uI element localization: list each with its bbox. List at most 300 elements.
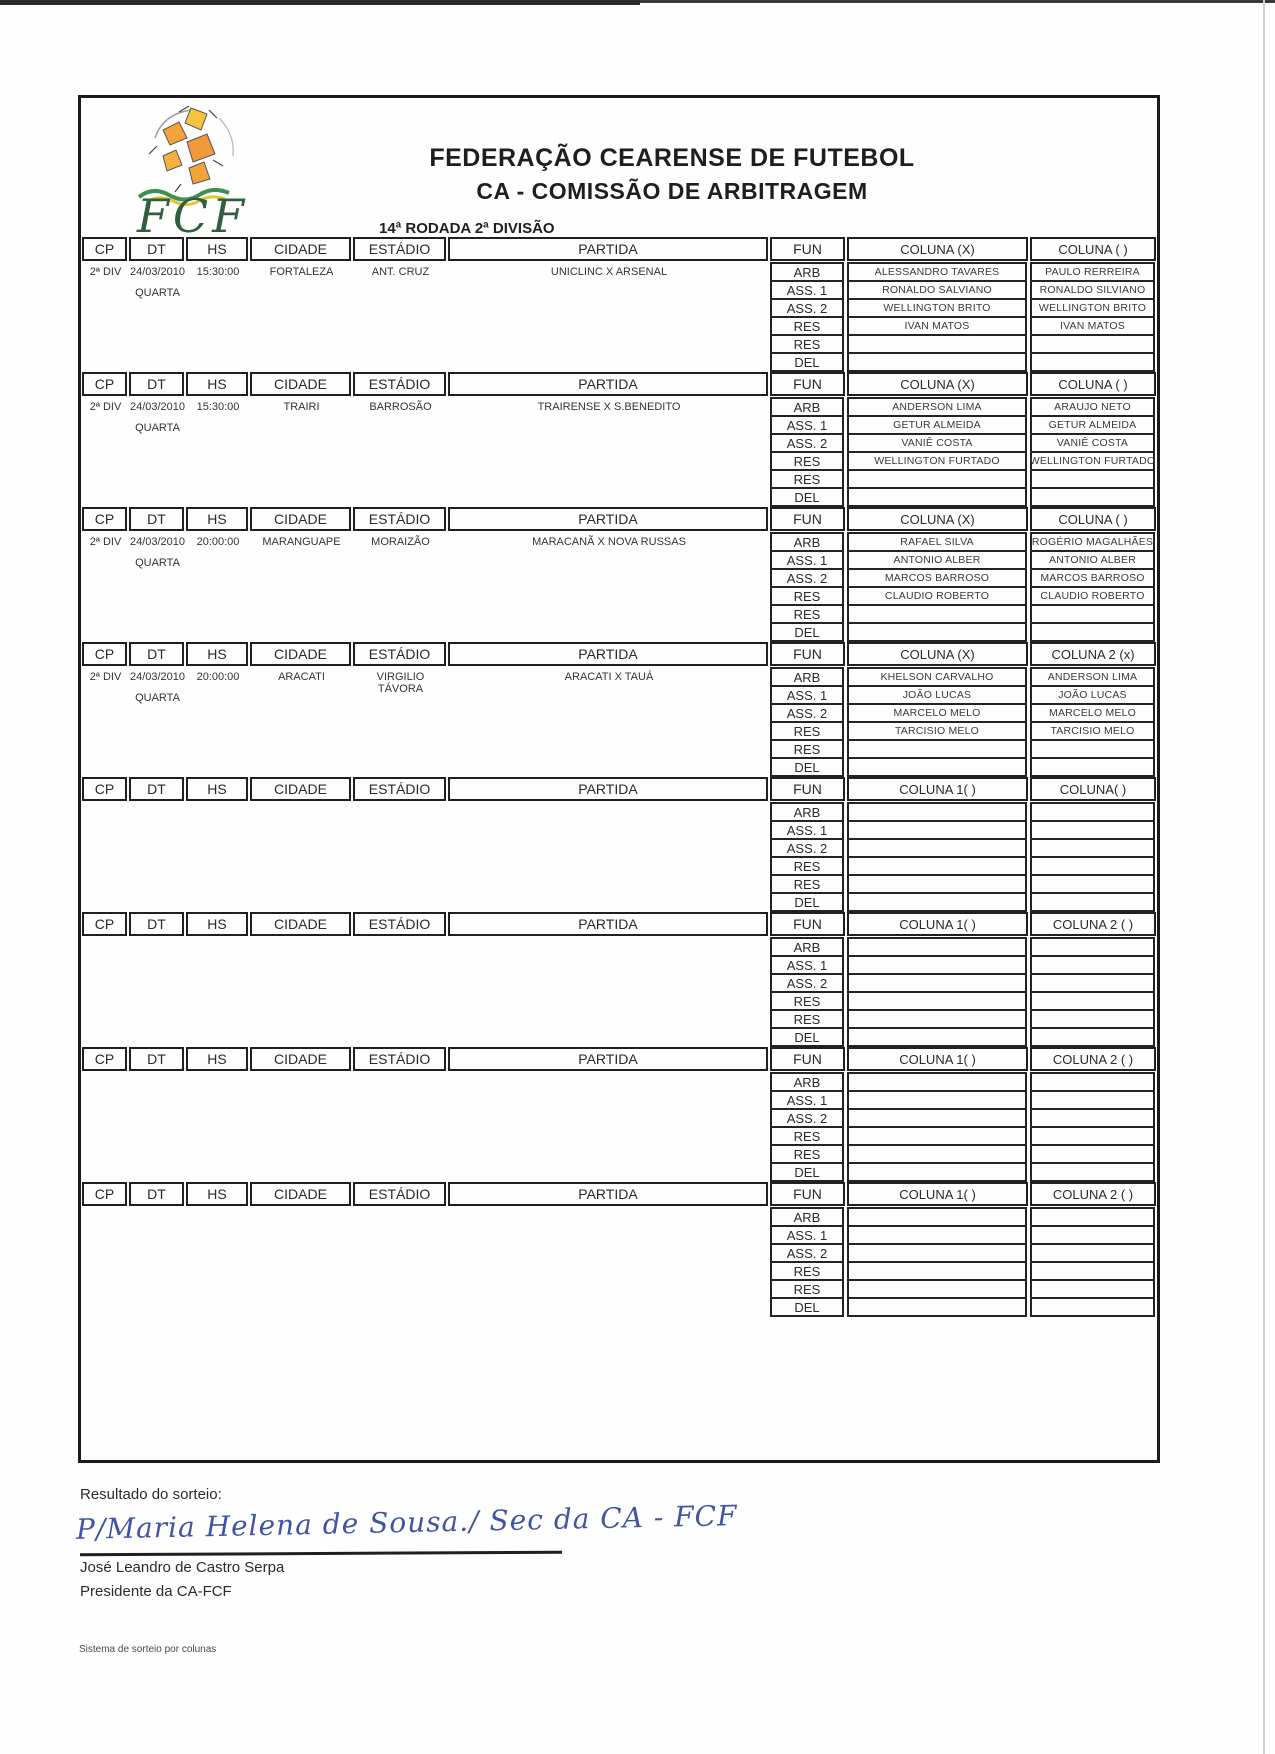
fun-label-stack (770, 937, 844, 1047)
official-name: TARCISIO MELO (1030, 721, 1155, 741)
fun-row-label: RES (770, 874, 844, 894)
official-name (847, 1072, 1027, 1092)
column-header: PARTIDA (448, 1047, 768, 1071)
partida-value (448, 1207, 770, 1317)
block-body (82, 1072, 1158, 1182)
official-name (1030, 1126, 1155, 1146)
official-name: MARCELO MELO (847, 703, 1027, 723)
cidade-value (250, 802, 353, 912)
official-name: ANDERSON LIMA (1030, 667, 1155, 687)
column-header: PARTIDA (448, 507, 768, 531)
official-name (847, 1261, 1027, 1281)
official-name (847, 469, 1027, 489)
weekday-value: QUARTA (135, 422, 180, 434)
block-body (82, 667, 1158, 777)
fun-row-label: RES (770, 721, 844, 741)
estadio-value (353, 802, 448, 912)
official-name (847, 838, 1027, 858)
fun-row-label: RES (770, 991, 844, 1011)
coluna2-stack (1030, 262, 1155, 372)
date-value: 24/03/2010 (129, 671, 186, 683)
official-name (1030, 1279, 1155, 1299)
official-name: ANDERSON LIMA (847, 397, 1027, 417)
hs-value (186, 1072, 250, 1182)
official-name: RONALDO SALVIANO (847, 280, 1027, 300)
column-header: DT (129, 1182, 184, 1206)
estadio-value (353, 937, 448, 1047)
coluna1-stack (847, 1072, 1027, 1182)
official-name: TARCISIO MELO (847, 721, 1027, 741)
official-name (1030, 838, 1155, 858)
official-name: ROGÉRIO MAGALHÃES (1030, 532, 1155, 552)
official-name (847, 604, 1027, 624)
fun-label-stack (770, 397, 844, 507)
official-name (1030, 1162, 1155, 1182)
fun-row-label: RES (770, 1261, 844, 1281)
official-name (1030, 874, 1155, 894)
block-header-row (82, 237, 1158, 261)
hs-value: 20:00:00 (196, 671, 240, 683)
column-header: CIDADE (250, 912, 351, 936)
official-name: VANIÊ COSTA (1030, 433, 1155, 453)
column-header: PARTIDA (448, 237, 768, 261)
fun-row-label: ARB (770, 262, 844, 282)
official-name: JOÃO LUCAS (1030, 685, 1155, 705)
coluna1-stack (847, 802, 1027, 912)
match-block-2 (82, 372, 1158, 507)
cidade-value (250, 937, 353, 1047)
system-note: Sistema de sorteio por colunas (79, 1644, 217, 1655)
column-header: CIDADE (250, 777, 351, 801)
column-header-coluna1: COLUNA (X) (847, 642, 1028, 666)
cidade-value: ARACATI (278, 671, 325, 683)
estadio-value: VIRGILIO TÁVORA (376, 671, 425, 695)
column-header: HS (186, 642, 248, 666)
official-name: GETUR ALMEIDA (1030, 415, 1155, 435)
column-header: CP (82, 507, 127, 531)
column-header-coluna1: COLUNA (X) (847, 237, 1028, 261)
official-name (1030, 973, 1155, 993)
fun-row-label: ASS. 1 (770, 820, 844, 840)
column-header: ESTÁDIO (353, 507, 446, 531)
cidade-value: TRAIRI (283, 401, 320, 413)
column-header: DT (129, 1047, 184, 1071)
official-name (1030, 1108, 1155, 1128)
fun-row-label: ASS. 1 (770, 955, 844, 975)
official-name: JOÃO LUCAS (847, 685, 1027, 705)
fun-row-label: RES (770, 586, 844, 606)
cp-value (82, 1207, 129, 1317)
weekday-value: QUARTA (135, 287, 180, 299)
fun-row-label: RES (770, 451, 844, 471)
fun-label-stack (770, 1207, 844, 1317)
official-name (1030, 1207, 1155, 1227)
column-header: HS (186, 912, 248, 936)
fun-row-label: DEL (770, 487, 844, 507)
fun-row-label: ASS. 1 (770, 1090, 844, 1110)
block-header-row (82, 777, 1158, 801)
scan-edge-right (1263, 0, 1265, 1754)
official-name (847, 874, 1027, 894)
dt-value (129, 667, 186, 777)
column-header-fun: FUN (770, 1182, 845, 1206)
estadio-value (353, 1207, 448, 1317)
official-name (847, 334, 1027, 354)
hs-value: 15:30:00 (196, 266, 240, 278)
official-name (847, 1027, 1027, 1047)
date-value: 24/03/2010 (129, 536, 186, 548)
match-block-8 (82, 1182, 1158, 1317)
column-header: ESTÁDIO (353, 372, 446, 396)
fun-row-label: DEL (770, 352, 844, 372)
dt-value (129, 937, 186, 1047)
column-header-coluna1: COLUNA 1( ) (847, 1047, 1028, 1071)
column-header: CP (82, 237, 127, 261)
block-header-row (82, 912, 1158, 936)
coluna2-stack (1030, 1072, 1155, 1182)
fun-row-label: RES (770, 1009, 844, 1029)
fun-row-label: RES (770, 334, 844, 354)
handwritten-signature: P/Maria Helena de Sousa./ Sec da CA - FCF (75, 1499, 738, 1546)
official-name (1030, 1090, 1155, 1110)
cp-value (82, 1072, 129, 1182)
fun-row-label: ASS. 2 (770, 703, 844, 723)
partida-value (448, 802, 770, 912)
fun-row-label: ASS. 2 (770, 568, 844, 588)
official-name (847, 622, 1027, 642)
cp-value: 2ª DIV (89, 401, 122, 413)
column-header: PARTIDA (448, 912, 768, 936)
official-name: MARCOS BARROSO (847, 568, 1027, 588)
org-subtitle: CA - COMISSÃO DE ARBITRAGEM (476, 178, 868, 204)
weekday-value: QUARTA (135, 557, 180, 569)
match-block-6 (82, 912, 1158, 1047)
dt-value (129, 532, 186, 642)
column-header: CP (82, 1182, 127, 1206)
date-value: 24/03/2010 (129, 401, 186, 413)
hs-value: 15:30:00 (196, 401, 240, 413)
official-name (1030, 739, 1155, 759)
official-name (847, 1090, 1027, 1110)
fun-row-label: ARB (770, 937, 844, 957)
column-header-fun: FUN (770, 372, 845, 396)
official-name (847, 739, 1027, 759)
column-header-fun: FUN (770, 912, 845, 936)
cp-value (82, 802, 129, 912)
column-header-fun: FUN (770, 777, 845, 801)
column-header: PARTIDA (448, 1182, 768, 1206)
official-name: CLAUDIO ROBERTO (1030, 586, 1155, 606)
partida-value (448, 937, 770, 1047)
official-name: ANTONIO ALBER (847, 550, 1027, 570)
fun-row-label: DEL (770, 892, 844, 912)
dt-value (129, 397, 186, 507)
column-header: CP (82, 912, 127, 936)
match-blocks (82, 237, 1158, 1317)
cp-value (82, 937, 129, 1047)
block-body (82, 532, 1158, 642)
official-name (1030, 937, 1155, 957)
fun-row-label: DEL (770, 1297, 844, 1317)
fun-label-stack (770, 802, 844, 912)
coluna1-stack (847, 397, 1027, 507)
official-name (1030, 1144, 1155, 1164)
document-border-box (78, 95, 1160, 1463)
estadio-value (353, 1072, 448, 1182)
org-title: FEDERAÇÃO CEARENSE DE FUTEBOL (429, 144, 915, 172)
fun-row-label: ARB (770, 1207, 844, 1227)
official-name (847, 991, 1027, 1011)
official-name: IVAN MATOS (847, 316, 1027, 336)
fun-row-label: RES (770, 1144, 844, 1164)
cp-value: 2ª DIV (89, 536, 122, 548)
fun-row-label: RES (770, 739, 844, 759)
dt-value (129, 1207, 186, 1317)
hs-value: 20:00:00 (196, 536, 240, 548)
estadio-value: BARROSÃO (369, 401, 432, 413)
dt-value (129, 262, 186, 372)
column-header: CIDADE (250, 1047, 351, 1071)
official-name: VANIÊ COSTA (847, 433, 1027, 453)
coluna1-stack (847, 667, 1027, 777)
partida-value: TRAIRENSE X S.BENEDITO (537, 401, 681, 413)
cp-value: 2ª DIV (89, 671, 122, 683)
match-block-7 (82, 1047, 1158, 1182)
official-name: ANTONIO ALBER (1030, 550, 1155, 570)
block-body (82, 397, 1158, 507)
date-value: 24/03/2010 (129, 266, 186, 278)
official-name: CLAUDIO ROBERTO (847, 586, 1027, 606)
coluna2-stack (1030, 937, 1155, 1047)
column-header: ESTÁDIO (353, 237, 446, 261)
column-header: ESTÁDIO (353, 912, 446, 936)
official-name (1030, 622, 1155, 642)
official-name (847, 1144, 1027, 1164)
coluna2-stack (1030, 667, 1155, 777)
coluna2-stack (1030, 397, 1155, 507)
official-name: ALESSANDRO TAVARES (847, 262, 1027, 282)
official-name (1030, 469, 1155, 489)
estadio-value: ANT. CRUZ (371, 266, 430, 278)
fun-label-stack (770, 532, 844, 642)
official-name (1030, 604, 1155, 624)
column-header-coluna2: COLUNA( ) (1030, 777, 1156, 801)
partida-value: ARACATI X TAUÁ (564, 671, 654, 683)
signature-line (80, 1551, 562, 1556)
official-name (1030, 757, 1155, 777)
fun-row-label: ASS. 1 (770, 550, 844, 570)
partida-value (448, 1072, 770, 1182)
column-header-coluna2: COLUNA 2 (x) (1030, 642, 1156, 666)
column-header: HS (186, 1047, 248, 1071)
match-block-1 (82, 237, 1158, 372)
block-header-row (82, 1182, 1158, 1206)
cidade-value: MARANGUAPE (262, 536, 341, 548)
fun-row-label: ARB (770, 802, 844, 822)
coluna1-stack (847, 532, 1027, 642)
coluna1-stack (847, 262, 1027, 372)
column-header: DT (129, 507, 184, 531)
official-name (847, 1225, 1027, 1245)
official-name (1030, 1297, 1155, 1317)
hs-value (186, 937, 250, 1047)
column-header: CIDADE (250, 1182, 351, 1206)
column-header: CP (82, 642, 127, 666)
fun-row-label: ASS. 2 (770, 433, 844, 453)
round-title: 14ª RODADA 2ª DIVISÃO (379, 220, 555, 237)
column-header: CIDADE (250, 237, 351, 261)
column-header: HS (186, 1182, 248, 1206)
official-name: ARAUJO NETO (1030, 397, 1155, 417)
column-header-coluna2: COLUNA ( ) (1030, 507, 1156, 531)
column-header-coluna2: COLUNA 2 ( ) (1030, 912, 1156, 936)
official-name: WELLINGTON BRITO (847, 298, 1027, 318)
column-header: ESTÁDIO (353, 777, 446, 801)
official-name: GETUR ALMEIDA (847, 415, 1027, 435)
fun-row-label: ASS. 2 (770, 838, 844, 858)
official-name: KHELSON CARVALHO (847, 667, 1027, 687)
block-header-row (82, 1047, 1158, 1071)
hs-value (186, 802, 250, 912)
fun-label-stack (770, 262, 844, 372)
column-header-fun: FUN (770, 642, 845, 666)
fun-row-label: DEL (770, 1162, 844, 1182)
official-name (847, 820, 1027, 840)
official-name (847, 856, 1027, 876)
fun-row-label: DEL (770, 757, 844, 777)
fcf-logo-text: FCF (137, 189, 249, 236)
estadio-value: MORAIZÃO (371, 536, 430, 548)
signer-title: Presidente da CA-FCF (80, 1583, 232, 1600)
signer-name: José Leandro de Castro Serpa (80, 1559, 285, 1576)
coluna2-stack (1030, 532, 1155, 642)
official-name (1030, 991, 1155, 1011)
column-header-fun: FUN (770, 237, 845, 261)
fun-label-stack (770, 1072, 844, 1182)
column-header: PARTIDA (448, 642, 768, 666)
column-header: CP (82, 1047, 127, 1071)
official-name (847, 1108, 1027, 1128)
dt-value (129, 1072, 186, 1182)
draw-result-label: Resultado do sorteio: (80, 1486, 222, 1503)
official-name (1030, 487, 1155, 507)
official-name (1030, 820, 1155, 840)
column-header: PARTIDA (448, 777, 768, 801)
fun-row-label: ASS. 2 (770, 1243, 844, 1263)
column-header: CP (82, 777, 127, 801)
scan-edge-top-left (0, 0, 640, 5)
fun-row-label: ASS. 1 (770, 415, 844, 435)
fun-row-label: DEL (770, 622, 844, 642)
official-name: WELLINGTON FURTADO (847, 451, 1027, 471)
cidade-value (250, 1072, 353, 1182)
official-name: PAULO RERREIRA (1030, 262, 1155, 282)
match-block-5 (82, 777, 1158, 912)
fun-row-label: ASS. 1 (770, 1225, 844, 1245)
column-header: DT (129, 237, 184, 261)
column-header-coluna2: COLUNA ( ) (1030, 372, 1156, 396)
official-name: RONALDO SILVIANO (1030, 280, 1155, 300)
fun-label-stack (770, 667, 844, 777)
block-header-row (82, 642, 1158, 666)
fun-row-label: RES (770, 469, 844, 489)
official-name (847, 1243, 1027, 1263)
column-header: CP (82, 372, 127, 396)
column-header: DT (129, 777, 184, 801)
official-name (847, 487, 1027, 507)
column-header: HS (186, 237, 248, 261)
official-name (1030, 1243, 1155, 1263)
block-header-row (82, 372, 1158, 396)
official-name (847, 955, 1027, 975)
cp-value: 2ª DIV (89, 266, 122, 278)
fun-row-label: RES (770, 604, 844, 624)
fun-row-label: ARB (770, 532, 844, 552)
coluna1-stack (847, 937, 1027, 1047)
column-header: DT (129, 912, 184, 936)
official-name (847, 1162, 1027, 1182)
column-header: DT (129, 642, 184, 666)
weekday-value: QUARTA (135, 692, 180, 704)
column-header-coluna2: COLUNA 2 ( ) (1030, 1047, 1156, 1071)
official-name: WELLINGTON BRITO (1030, 298, 1155, 318)
official-name (847, 892, 1027, 912)
match-block-4 (82, 642, 1158, 777)
fun-row-label: ARB (770, 667, 844, 687)
official-name (1030, 955, 1155, 975)
official-name: WELLINGTON FURTADO (1030, 451, 1155, 471)
official-name: RAFAEL SILVA (847, 532, 1027, 552)
fun-row-label: RES (770, 856, 844, 876)
official-name (847, 352, 1027, 372)
fun-row-label: RES (770, 316, 844, 336)
column-header: HS (186, 777, 248, 801)
coluna1-stack (847, 1207, 1027, 1317)
official-name: MARCELO MELO (1030, 703, 1155, 723)
column-header: HS (186, 507, 248, 531)
official-name (1030, 1225, 1155, 1245)
column-header: DT (129, 372, 184, 396)
column-header: ESTÁDIO (353, 1047, 446, 1071)
column-header: CIDADE (250, 642, 351, 666)
fun-row-label: ASS. 1 (770, 280, 844, 300)
fun-row-label: ASS. 2 (770, 298, 844, 318)
column-header: CIDADE (250, 372, 351, 396)
block-body (82, 802, 1158, 912)
partida-value: UNICLINC X ARSENAL (550, 266, 668, 278)
official-name (847, 1279, 1027, 1299)
fun-row-label: RES (770, 1279, 844, 1299)
official-name (847, 973, 1027, 993)
coluna2-stack (1030, 802, 1155, 912)
official-name: MARCOS BARROSO (1030, 568, 1155, 588)
official-name (847, 757, 1027, 777)
column-header: PARTIDA (448, 372, 768, 396)
official-name (1030, 892, 1155, 912)
cidade-value: FORTALEZA (269, 266, 334, 278)
column-header-coluna1: COLUNA 1( ) (847, 1182, 1028, 1206)
official-name (847, 1297, 1027, 1317)
fun-row-label: DEL (770, 1027, 844, 1047)
match-block-3 (82, 507, 1158, 642)
column-header: ESTÁDIO (353, 1182, 446, 1206)
column-header-fun: FUN (770, 507, 845, 531)
official-name (1030, 1009, 1155, 1029)
column-header-coluna2: COLUNA ( ) (1030, 237, 1156, 261)
official-name (1030, 334, 1155, 354)
official-name (847, 1009, 1027, 1029)
partida-value: MARACANÃ X NOVA RUSSAS (532, 536, 686, 548)
